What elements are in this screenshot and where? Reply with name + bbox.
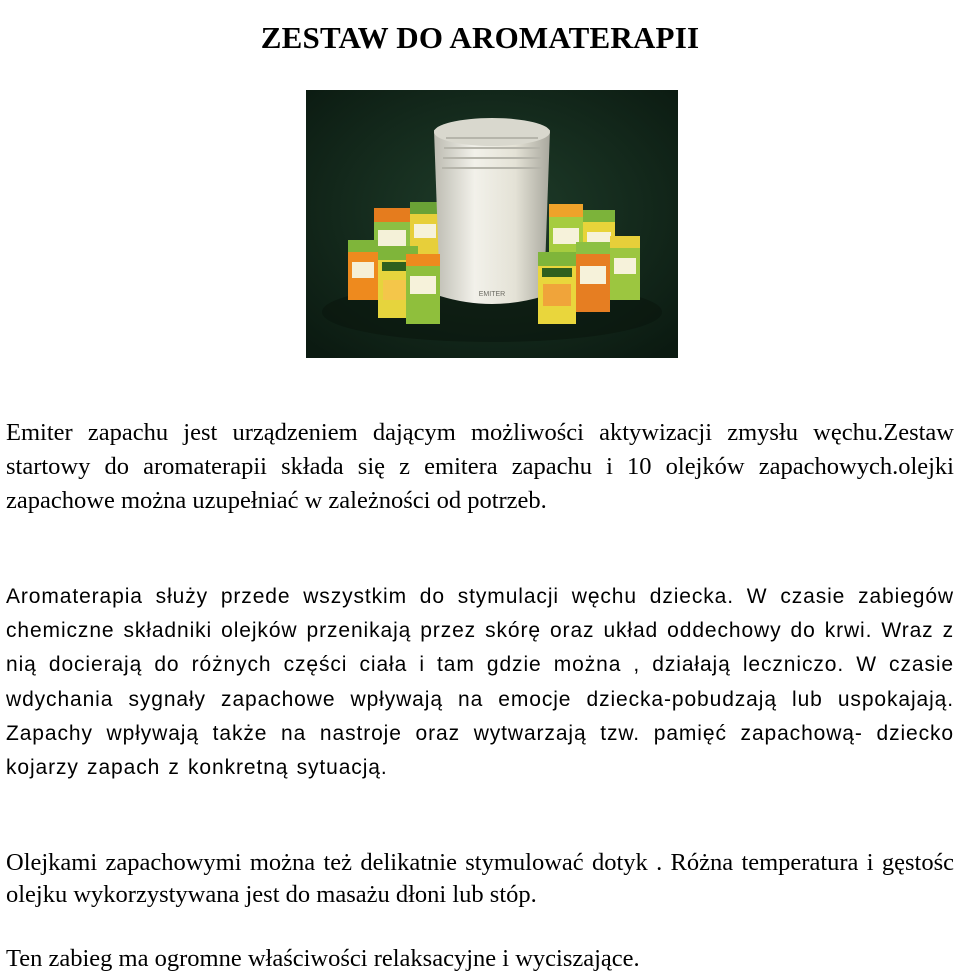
page-title: ZESTAW DO AROMATERAPII — [260, 19, 700, 55]
oil-box-front-5 — [576, 242, 610, 312]
paragraph-intro: Emiter zapachu jest urządzeniem dającym możliwości aktywizacji zmysłu węchu.Zestaw startowy do aromaterapii składa się z emitera zapachu i 10 olejków zapachowych.olejki zapachowe można uzupełniać w zależności od potrzeb. — [6, 419, 954, 514]
product-photo — [306, 90, 678, 358]
paragraph-touch: Olejkami zapachowymi można też delikatnie stymulować dotyk . Różna temperatura i gęstośc olejku wykorzystywana jest do masażu dłoni lub stóp. — [6, 849, 954, 908]
paragraph-aromatherapy: Aromaterapia służy przede wszystkim do stymulacji węchu dziecka. W czasie zabiegów chemiczne składniki olejków przenikają przez skórę oraz układ oddechowy do krwi. Wraz z nią docierają do różnych części ciała i tam gdzie można , działają leczniczo. W czasie wdychania sygnały zapachowe wpływają na emocje dziecka-pobudzają lub uspokajają. Zapachy wpływają także na nastroje oraz wytwarzają tzw. pamięć zapachową- dziecko kojarzy zapach z konkretną sytuacją. — [6, 585, 954, 780]
oil-box-front-3 — [406, 254, 440, 324]
device-label: EMITER — [478, 291, 506, 298]
oil-box-front-6 — [610, 236, 640, 300]
oil-box-front-1 — [348, 240, 378, 300]
aroma-kit-image — [306, 90, 678, 358]
paragraph-relaxation: Ten zabieg ma ogromne właściwości relaksacyjne i wyciszające. — [6, 945, 640, 972]
diffuser-device — [434, 118, 550, 304]
oil-box-front-4 — [538, 252, 576, 324]
